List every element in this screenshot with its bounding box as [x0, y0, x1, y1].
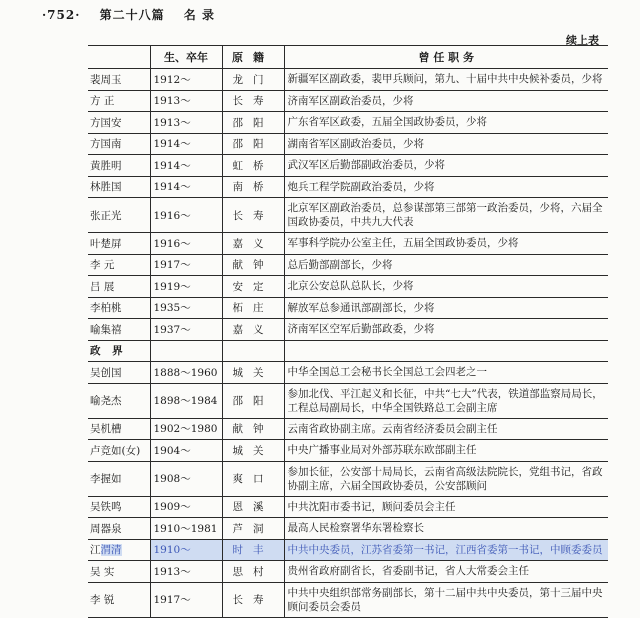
positions-held: 中共中央组织部常务副部长，第十二届中共中央委员，第十三届中央顾问委员会委员 — [284, 582, 608, 617]
page-header — [42, 6, 229, 23]
person-name — [88, 539, 150, 561]
native-place: 时丰 — [222, 539, 284, 561]
birth-death-years: 1888～1960 — [150, 362, 222, 384]
header-duties: 曾 任 职 务 — [284, 46, 608, 69]
person-name: 吴铁鸣 — [88, 496, 150, 518]
birth-death-years: 1916～ — [150, 233, 222, 255]
table-row — [88, 496, 608, 518]
continued-note: 续上表 — [566, 34, 599, 47]
native-place: 城关 — [222, 362, 284, 384]
person-name: 喻集禧 — [88, 319, 150, 341]
section-row — [88, 340, 608, 362]
birth-death-years: 1935～ — [150, 297, 222, 319]
native-place: 邵阳 — [222, 383, 284, 418]
positions-held: 中央广播事业局对外部苏联东欧部副主任 — [284, 440, 608, 462]
person-name: 方国南 — [88, 133, 150, 155]
person-name: 李 元 — [88, 254, 150, 276]
table-row — [88, 133, 608, 155]
birth-death-years: 1909～ — [150, 496, 222, 518]
chapter-title: 第二十八篇 — [99, 8, 165, 22]
native-place — [222, 340, 284, 362]
native-place: 嘉义 — [222, 233, 284, 255]
person-name: 吴机槽 — [88, 418, 150, 440]
positions-held: 中华全国总工会秘书长全国总工会四老之一 — [284, 362, 608, 384]
birth-death-years: 1917～ — [150, 254, 222, 276]
roster-table — [88, 45, 608, 618]
birth-death-years: 1910～1981 — [150, 518, 222, 540]
person-name: 李 锐 — [88, 582, 150, 617]
person-name: 吴 实 — [88, 561, 150, 583]
birth-death-years: 1913～ — [150, 112, 222, 134]
birth-death-years: 1910～ — [150, 539, 222, 561]
person-name: 李握如 — [88, 461, 150, 496]
person-name: 喻尧杰 — [88, 383, 150, 418]
table-row — [88, 383, 608, 418]
table-row — [88, 539, 608, 561]
positions-held: 最高人民检察署华东署检察长 — [284, 518, 608, 540]
person-name: 林胜国 — [88, 176, 150, 198]
table-row — [88, 198, 608, 233]
positions-held: 云南省政协副主席。云南省经济委员会副主任 — [284, 418, 608, 440]
native-place: 虹桥 — [222, 155, 284, 177]
native-place: 献钟 — [222, 254, 284, 276]
table-row — [88, 561, 608, 583]
person-name: 方国安 — [88, 112, 150, 134]
table-header-row — [88, 46, 608, 69]
native-place: 爽口 — [222, 461, 284, 496]
person-name: 方 正 — [88, 90, 150, 112]
native-place: 柘庄 — [222, 297, 284, 319]
table-row — [88, 155, 608, 177]
birth-death-years: 1914～ — [150, 155, 222, 177]
person-name: 卢竞如(女) — [88, 440, 150, 462]
person-name: 政 界 — [88, 340, 150, 362]
table-row — [88, 440, 608, 462]
native-place: 长寿 — [222, 90, 284, 112]
native-place: 龙门 — [222, 69, 284, 91]
person-name: 张正光 — [88, 198, 150, 233]
positions-held: 炮兵工程学院副政治委员，少将 — [284, 176, 608, 198]
birth-death-years: 1898～1984 — [150, 383, 222, 418]
table-row — [88, 276, 608, 298]
native-place: 安定 — [222, 276, 284, 298]
birth-death-years: 1916～ — [150, 198, 222, 233]
header-origin: 原籍 — [222, 46, 284, 69]
birth-death-years: 1917～ — [150, 582, 222, 617]
positions-held: 参加长征，公安部十局局长，云南省高级法院院长，党组书记，省政协副主席，六届全国政协委员，公安部顾问 — [284, 461, 608, 496]
birth-death-years — [150, 340, 222, 362]
birth-death-years: 1902～1980 — [150, 418, 222, 440]
native-place: 芦洞 — [222, 518, 284, 540]
positions-held: 中共沈阳市委书记，顾问委员会主任 — [284, 496, 608, 518]
native-place: 邵阳 — [222, 133, 284, 155]
person-name: 周器泉 — [88, 518, 150, 540]
native-place: 嘉义 — [222, 319, 284, 341]
native-place: 思村 — [222, 561, 284, 583]
person-name: 吴创国 — [88, 362, 150, 384]
positions-held: 北京军区副政治委员，总参谋部第三部第一政治委员，少将，六届全国政协委员，中共九大代表 — [284, 198, 608, 233]
positions-held: 军事科学院办公室主任，五届全国政协委员，少将 — [284, 233, 608, 255]
person-name: 黄胜明 — [88, 155, 150, 177]
person-name-surname: 江 — [90, 544, 101, 557]
table-row — [88, 233, 608, 255]
table-row — [88, 461, 608, 496]
birth-death-years: 1937～ — [150, 319, 222, 341]
native-place: 邵阳 — [222, 112, 284, 134]
birth-death-years: 1912～ — [150, 69, 222, 91]
positions-held: 湖南省军区副政治委员，少将 — [284, 133, 608, 155]
positions-held: 济南军区副政治委员，少将 — [284, 90, 608, 112]
native-place: 城关 — [222, 440, 284, 462]
section-title: 名 录 — [183, 8, 215, 22]
table-row — [88, 112, 608, 134]
person-name: 李柏桃 — [88, 297, 150, 319]
birth-death-years: 1904～ — [150, 440, 222, 462]
native-place: 南桥 — [222, 176, 284, 198]
person-name-highlighted: 渭清 — [100, 544, 122, 557]
table-row — [88, 362, 608, 384]
positions-held: 解放军总参通讯部副部长，少将 — [284, 297, 608, 319]
positions-held: 新疆军区副政委，裴甲兵顾问，第九、十届中共中央候补委员，少将 — [284, 69, 608, 91]
native-place: 献钟 — [222, 418, 284, 440]
birth-death-years: 1914～ — [150, 176, 222, 198]
table-row — [88, 518, 608, 540]
person-name: 吕 展 — [88, 276, 150, 298]
birth-death-years: 1908～ — [150, 461, 222, 496]
table-row — [88, 69, 608, 91]
table-row — [88, 90, 608, 112]
positions-held: 参加北伐、平江起义和长征，中共“七大”代表，铁道部监察局局长，工程总局副局长，中华全国铁路总工会副主席 — [284, 383, 608, 418]
table-row — [88, 176, 608, 198]
table-row — [88, 254, 608, 276]
table-row — [88, 582, 608, 617]
positions-held: 北京公安总队总队长，少将 — [284, 276, 608, 298]
birth-death-years: 1914～ — [150, 133, 222, 155]
native-place: 长寿 — [222, 582, 284, 617]
positions-held — [284, 340, 608, 362]
positions-held: 广东省军区政委，五届全国政协委员，少将 — [284, 112, 608, 134]
table-row — [88, 418, 608, 440]
positions-held: 中共中央委员，江苏省委第一书记，江西省委第一书记，中顾委委员 — [284, 539, 608, 561]
positions-held: 贵州省政府副省长，省委副书记，省人大常委会主任 — [284, 561, 608, 583]
page-number: ·752· — [42, 8, 81, 22]
native-place: 恩溪 — [222, 496, 284, 518]
person-name: 叶楚屏 — [88, 233, 150, 255]
header-years: 生、卒年 — [150, 46, 222, 69]
positions-held: 武汉军区后勤部副政治委员，少将 — [284, 155, 608, 177]
person-name: 裴周玉 — [88, 69, 150, 91]
table-row — [88, 297, 608, 319]
birth-death-years: 1919～ — [150, 276, 222, 298]
table-row — [88, 319, 608, 341]
positions-held: 济南军区空军后勤部政委，少将 — [284, 319, 608, 341]
birth-death-years: 1913～ — [150, 90, 222, 112]
header-name — [88, 46, 150, 69]
birth-death-years: 1913～ — [150, 561, 222, 583]
positions-held: 总后勤部副部长，少将 — [284, 254, 608, 276]
native-place: 长寿 — [222, 198, 284, 233]
